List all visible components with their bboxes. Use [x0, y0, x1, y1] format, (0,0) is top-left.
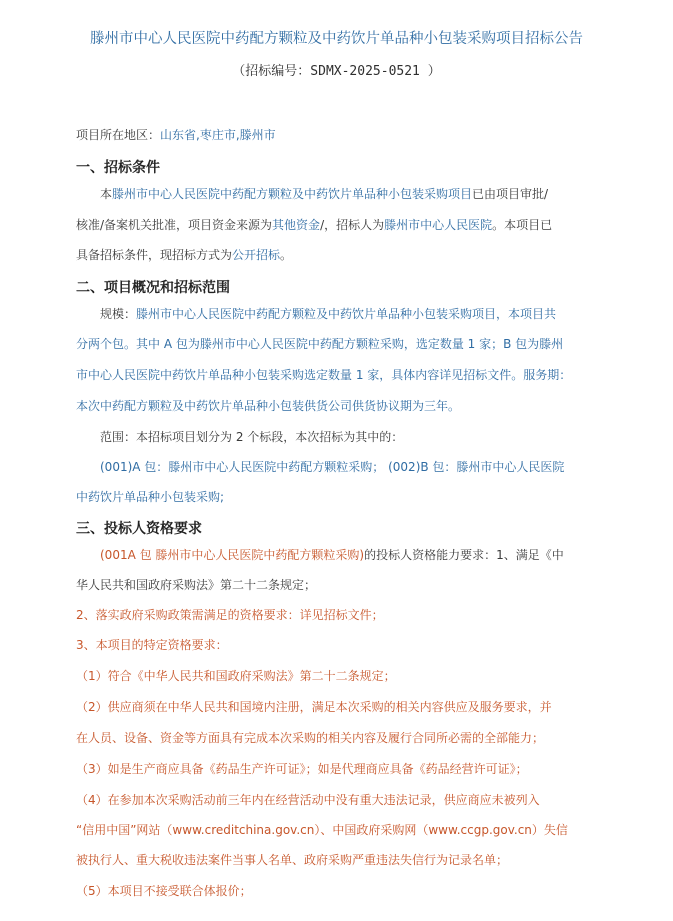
section-3-line-11: 被执行人、重大税收违法案件当事人名单、政府采购严重违法失信行为记录名单； [76, 853, 509, 867]
section-2-heading: 二、项目概况和招标范围 [76, 280, 230, 296]
text: 。本项目已 [492, 218, 553, 232]
section-2-line-3: 市中心人民医院中药饮片单品种小包装采购选定数量 1 家，具体内容详见招标文件。服务期： [76, 368, 572, 382]
location-line [76, 127, 276, 143]
section-3-line-1 [100, 547, 564, 563]
tenderer-name: 滕州市中心人民医院 [384, 218, 493, 232]
location-value: 山东省,枣庄市,滕州市 [160, 128, 276, 142]
fund-source: 其他资金 [272, 218, 321, 232]
scale-text: 滕州市中心人民医院中药配方颗粒及中药饮片单品种小包装采购项目，本项目共 [136, 307, 557, 321]
section-2-scope: 范围：本招标项目划分为 2 个标段，本次招标为其中的： [100, 430, 404, 444]
section-1-line-2 [76, 217, 552, 233]
section-3-heading: 三、投标人资格要求 [76, 521, 202, 537]
section-3-line-7: 在人员、设备、资金等方面具有完成本次采购的相关内容及履行合同所必需的全部能力； [76, 731, 545, 745]
section-3-line-2: 华人民共和国政府采购法》第二十二条规定； [76, 578, 317, 592]
location-label: 项目所在地区： [76, 128, 161, 142]
section-3-line-10: “信用中国”网站（www.creditchina.gov.cn）、中国政府采购网（www.ccgp.gov.cn）失信 [76, 823, 568, 837]
section-2-scope-line-3: 中药饮片单品种小包装采购; [76, 490, 225, 504]
tender-method: 公开招标 [232, 248, 281, 262]
section-1-heading: 一、招标条件 [76, 160, 160, 176]
section-3-line-4: 3、本项目的特定资格要求： [76, 638, 228, 652]
section-2-line-2: 分两个包。其中 A 包为滕州市中心人民医院中药配方颗粒采购，选定数量 1 家；B 包为滕州 [76, 337, 564, 351]
text: 的投标人资格能力要求：1、满足《中 [364, 548, 564, 562]
section-2-line-1 [100, 306, 556, 322]
section-3-line-5: （1）符合《中华人民共和国政府采购法》第二十二条规定； [76, 669, 396, 683]
package-label: (001A 包 滕州市中心人民医院中药配方颗粒采购) [100, 548, 365, 562]
section-3-line-6: （2）供应商须在中华人民共和国境内注册，满足本次采购的相关内容供应及服务要求，并 [76, 700, 552, 714]
section-2-scope-line-2: (001)A 包：滕州市中心人民医院中药配方颗粒采购； (002)B 包：滕州市中心人民医院 [100, 460, 565, 474]
project-name: 滕州市中心人民医院中药配方颗粒及中药饮片单品种小包装采购项目 [112, 187, 473, 201]
section-3-line-3: 2、落实政府采购政策需满足的资格要求：详见招标文件； [76, 608, 384, 622]
text: /，招标人为 [320, 218, 385, 232]
tender-number: （招标编号：SDMX-2025-0521 ） [232, 64, 441, 79]
text: 本 [100, 187, 113, 201]
text: 具备招标条件，现招标方式为 [76, 248, 233, 262]
text: 核准/备案机关批准，项目资金来源为 [76, 218, 273, 232]
section-1-line-1 [100, 186, 548, 202]
section-1-line-3 [76, 247, 292, 263]
text: 规模： [100, 307, 137, 321]
text: 已由项目审批/ [472, 187, 549, 201]
section-3-line-9: （4）在参加本次采购活动前三年内在经营活动中没有重大违法记录，供应商应未被列入 [76, 793, 540, 807]
section-2-line-4: 本次中药配方颗粒及中药饮片单品种小包装供货公司供货协议期为三年。 [76, 399, 461, 413]
page-title: 滕州市中心人民医院中药配方颗粒及中药饮片单品种小包装采购项目招标公告 [90, 31, 583, 47]
section-3-line-12: （5）本项目不接受联合体报价； [76, 884, 252, 898]
text: 。 [280, 248, 293, 262]
section-3-line-8: （3）如是生产商应具备《药品生产许可证》；如是代理商应具备《药品经营许可证》； [76, 762, 528, 776]
